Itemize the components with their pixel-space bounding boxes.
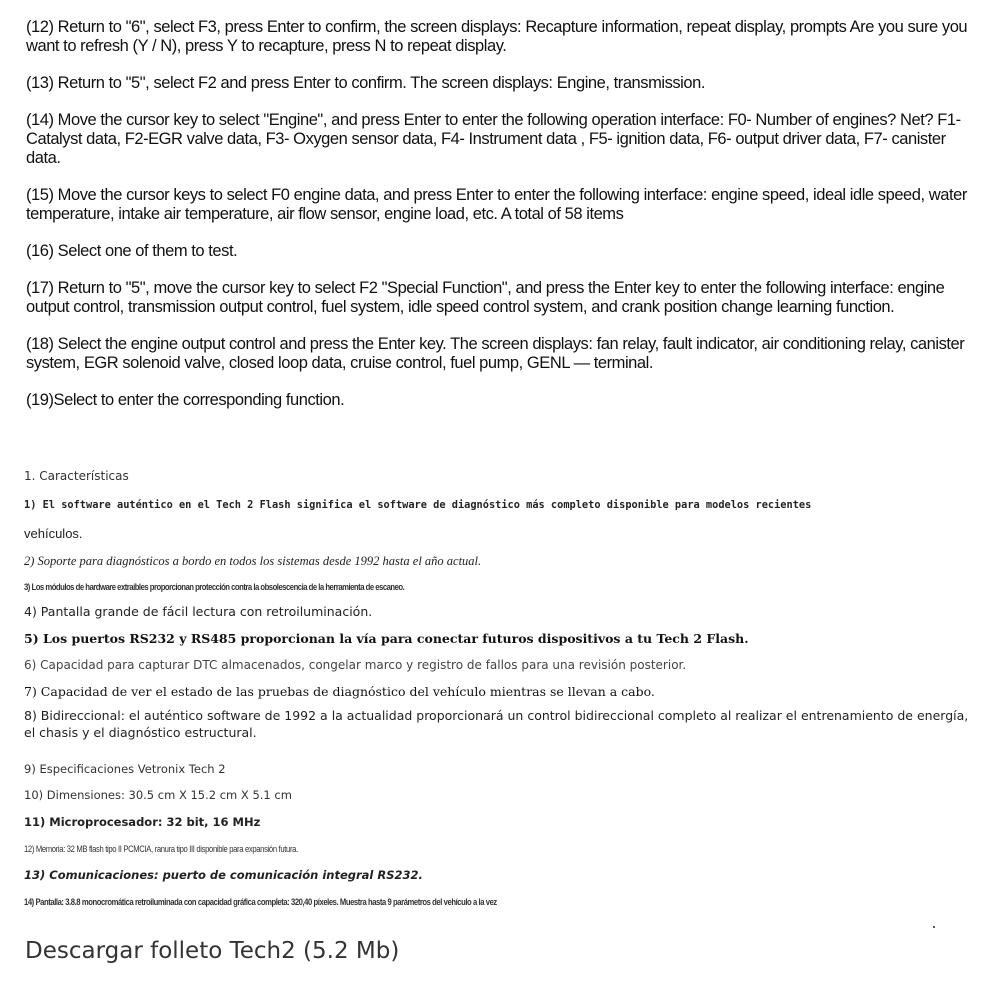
step-16: (16) Select one of them to test.: [26, 242, 238, 260]
feature-4: 4) Pantalla grande de fácil lectura con retroiluminación.: [24, 604, 373, 619]
feature-2: 2) Soporte para diagnósticos a bordo en todos los sistemas desde 1992 hasta el año actual.: [24, 554, 482, 568]
step-12: (12) Return to "6", select F3, press Enter to confirm, the screen displays: Recapture information, repeat display, prompts Are you sure you want to refresh (Y / N), press Y to recapture, press N to repeat display.: [26, 18, 968, 55]
stray-dot: [933, 926, 935, 928]
features-list: [24, 468, 984, 909]
feature-7: 7) Capacidad de ver el estado de las pruebas de diagnóstico del vehículo mientras se llevan a cabo.: [24, 684, 655, 699]
step-14: (14) Move the cursor key to select "Engine", and press Enter to enter the following operation interface: F0- Number of engines? Net? F1- Catalyst data, F2-EGR valve data, F3- Oxygen sensor data, F4- Instrument data , F5- ignition data, F6- output driver data, F7- canister data.: [26, 111, 961, 167]
feature-5: 5) Los puertos RS232 y RS485 proporcionan la vía para conectar futuros dispositivos a tu Tech 2 Flash.: [24, 631, 749, 646]
step-18: (18) Select the engine output control and press the Enter key. The screen displays: fan relay, fault indicator, air conditioning relay, canister system, EGR solenoid valve, closed loop data, cruise control, fuel pump, GENL — terminal.: [26, 335, 965, 372]
spec-microprocessor: 11) Microprocesador: 32 bit, 16 MHz: [24, 815, 261, 829]
spec-dimensions: 10) Dimensiones: 30.5 cm X 15.2 cm X 5.1 cm: [24, 788, 292, 802]
feature-8: 8) Bidireccional: el auténtico software de 1992 a la actualidad proporcionará un control bidireccional completo al realizar el entrenamiento de energía, el chasis y el diagnóstico estructural.: [24, 708, 969, 740]
spec-display: 14) Pantalla: 3.8.8 monocromática retroiluminada con capacidad gráfica completa: 320,40 píxeles. Muestra hasta 9 parámetros del vehículo a la vez: [24, 897, 497, 907]
feature-6: 6) Capacidad para capturar DTC almacenados, congelar marco y registro de fallos para una revisión posterior.: [24, 658, 687, 672]
feature-1: 1) El software auténtico en el Tech 2 Flash significa el software de diagnóstico más completo disponible para modelos recientes: [24, 499, 812, 511]
operation-steps: [26, 18, 976, 410]
step-17: (17) Return to "5", move the cursor key to select F2 "Special Function", and press the Enter key to enter the following interface: engine output control, transmission output control, fuel system, idle speed control system, and crank position change learning function.: [26, 279, 945, 316]
step-13: (13) Return to "5", select F2 and press Enter to confirm. The screen displays: Engine, transmission.: [26, 74, 705, 92]
spec-heading: 9) Especificaciones Vetronix Tech 2: [24, 762, 226, 776]
spec-memory: 12) Memoria: 32 MB flash tipo II PCMCIA, ranura tipo III disponible para expansión futura.: [24, 844, 298, 854]
download-brochure-link[interactable]: Descargar folleto Tech2 (5.2 Mb): [25, 938, 400, 964]
step-15: (15) Move the cursor keys to select F0 engine data, and press Enter to enter the following interface: engine speed, ideal idle speed, water temperature, intake air temperature, air flow sensor, engine load, etc. A total of 58 items: [26, 186, 967, 223]
features-heading: 1. Características: [24, 469, 129, 483]
feature-1-continuation: vehículos.: [24, 526, 83, 541]
spec-communications: 13) Comunicaciones: puerto de comunicación integral RS232.: [24, 868, 423, 882]
feature-3: 3) Los módulos de hardware extraíbles proporcionan protección contra la obsolescencia de la herramienta de escaneo.: [24, 582, 405, 592]
step-19: (19)Select to enter the corresponding function.: [26, 391, 345, 409]
